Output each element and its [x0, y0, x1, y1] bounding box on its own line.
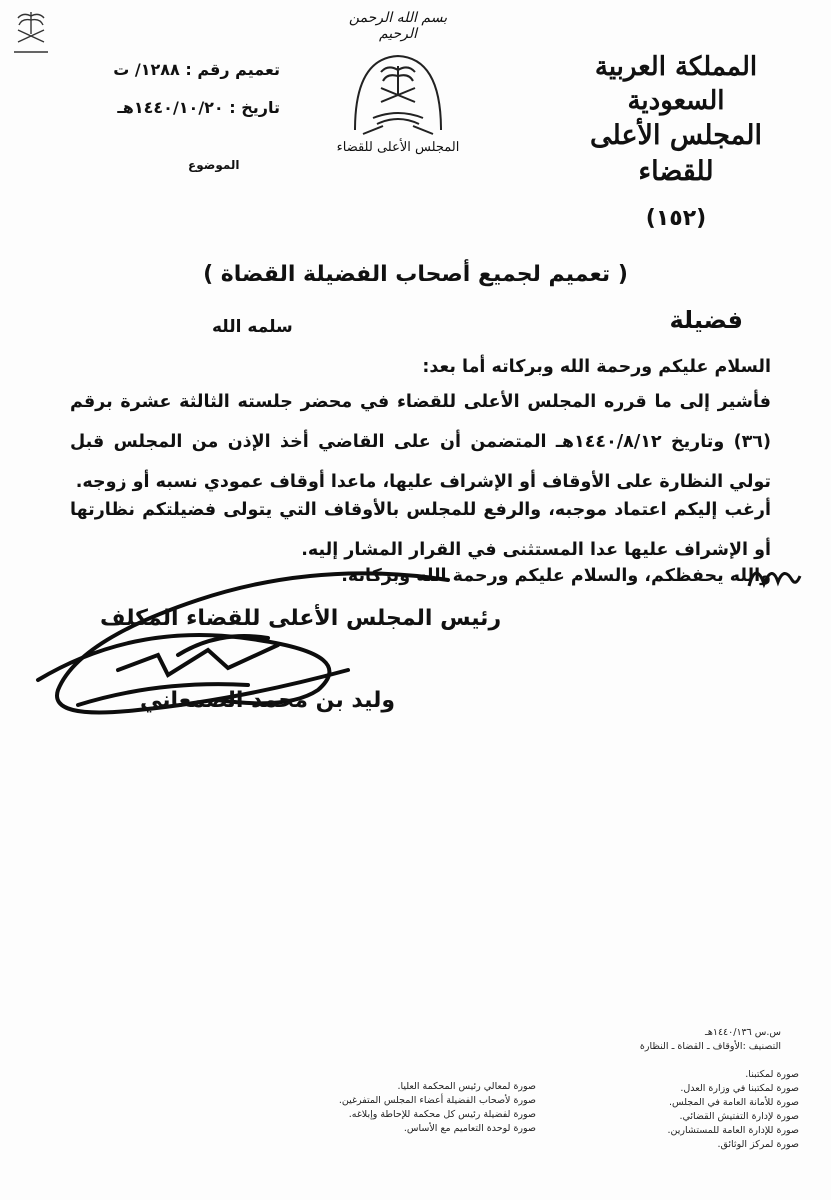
council-name: المجلس الأعلى للقضاء — [590, 120, 762, 187]
small-emblem-icon — [8, 8, 54, 60]
copy-item: صورة لمكتبنا في وزارة العدل. — [680, 1083, 799, 1094]
copy-item: صورة لفضيلة رئيس كل محكمة للإحاطة وإبلاغه. — [348, 1109, 536, 1120]
addressee: فضيلة — [669, 306, 743, 334]
footer-references — [541, 1026, 781, 1054]
letter-code: (١٥٢) — [645, 206, 707, 231]
closing: والله يحفظكم، والسلام عليكم ورحمة الله وبركاته. — [341, 566, 771, 586]
signatory-title: رئيس المجلس الأعلى للقضاء المكلف — [100, 606, 502, 631]
council-emblem-icon — [343, 48, 453, 138]
subject-label: الموضوع — [188, 158, 240, 172]
salutation: السلام عليكم ورحمة الله وبركاته أما بعد: — [422, 357, 771, 377]
signatory-name: وليد بن محمد الصمعاني — [140, 688, 396, 713]
paragraph-2: أرغب إليكم اعتماد موجبه، والرفع للمجلس بالأوقاف التي يتولى فضيلتكم نظارتها أو الإشراف عليها عدا المستثنى في القرار المشار إليه. — [70, 500, 771, 560]
letterhead-center — [328, 10, 468, 155]
copy-item: صورة لوحدة التعاميم مع الأساس. — [403, 1123, 536, 1134]
copy-item: صورة للأمانة العامة في المجلس. — [669, 1097, 799, 1108]
country-name: المملكة العربية السعودية — [594, 52, 758, 116]
basmala: بسم الله الرحمن الرحيم — [348, 10, 448, 42]
reference-number: س.س ١٤٤٠/١٣٦هـ — [705, 1027, 781, 1038]
copy-item: صورة لمعالي رئيس المحكمة العليا. — [397, 1081, 536, 1092]
circular-number: تعميم رقم : ١٢٨٨/ ت — [113, 60, 280, 79]
paragraph-1: فأشير إلى ما قرره المجلس الأعلى للقضاء في محضر جلسته الثالثة عشرة برقم (٣٦) وتاريخ ١٤٤٠/٨/١٢هـ المتضمن أن على القاضي أخذ الإذن من المجلس قبل تولي النظارة على الأوقاف أو الإشراف عليها، ماعدا أوقاف عمودي نسبه أو زوجه. — [70, 392, 771, 492]
letterhead-right — [551, 50, 801, 231]
copy-item: صورة لمكتبنا. — [745, 1069, 799, 1080]
copies-left-list — [276, 1080, 536, 1136]
copy-item: صورة لمركز الوثائق. — [717, 1139, 799, 1150]
center-council-name: المجلس الأعلى للقضاء — [336, 140, 460, 155]
copy-item: صورة للإدارة العامة للمستشارين. — [667, 1125, 799, 1136]
classification: التصنيف :الأوقاف ـ القضاة ـ النظارة — [639, 1041, 781, 1052]
initial-mark-icon — [744, 556, 804, 600]
copy-item: صورة لإدارة التفتيش القضائي. — [679, 1111, 799, 1122]
circular-date: تاريخ : ١٤٤٠/١٠/٢٠هـ — [117, 98, 280, 117]
copies-right-list — [579, 1068, 799, 1152]
circular-headline: ( تعميم لجميع أصحاب الفضيلة القضاة ) — [203, 262, 628, 287]
greeting-right: سلمه الله — [212, 317, 293, 337]
copy-item: صورة لأصحاب الفضيلة أعضاء المجلس المتفرغين. — [338, 1095, 536, 1106]
